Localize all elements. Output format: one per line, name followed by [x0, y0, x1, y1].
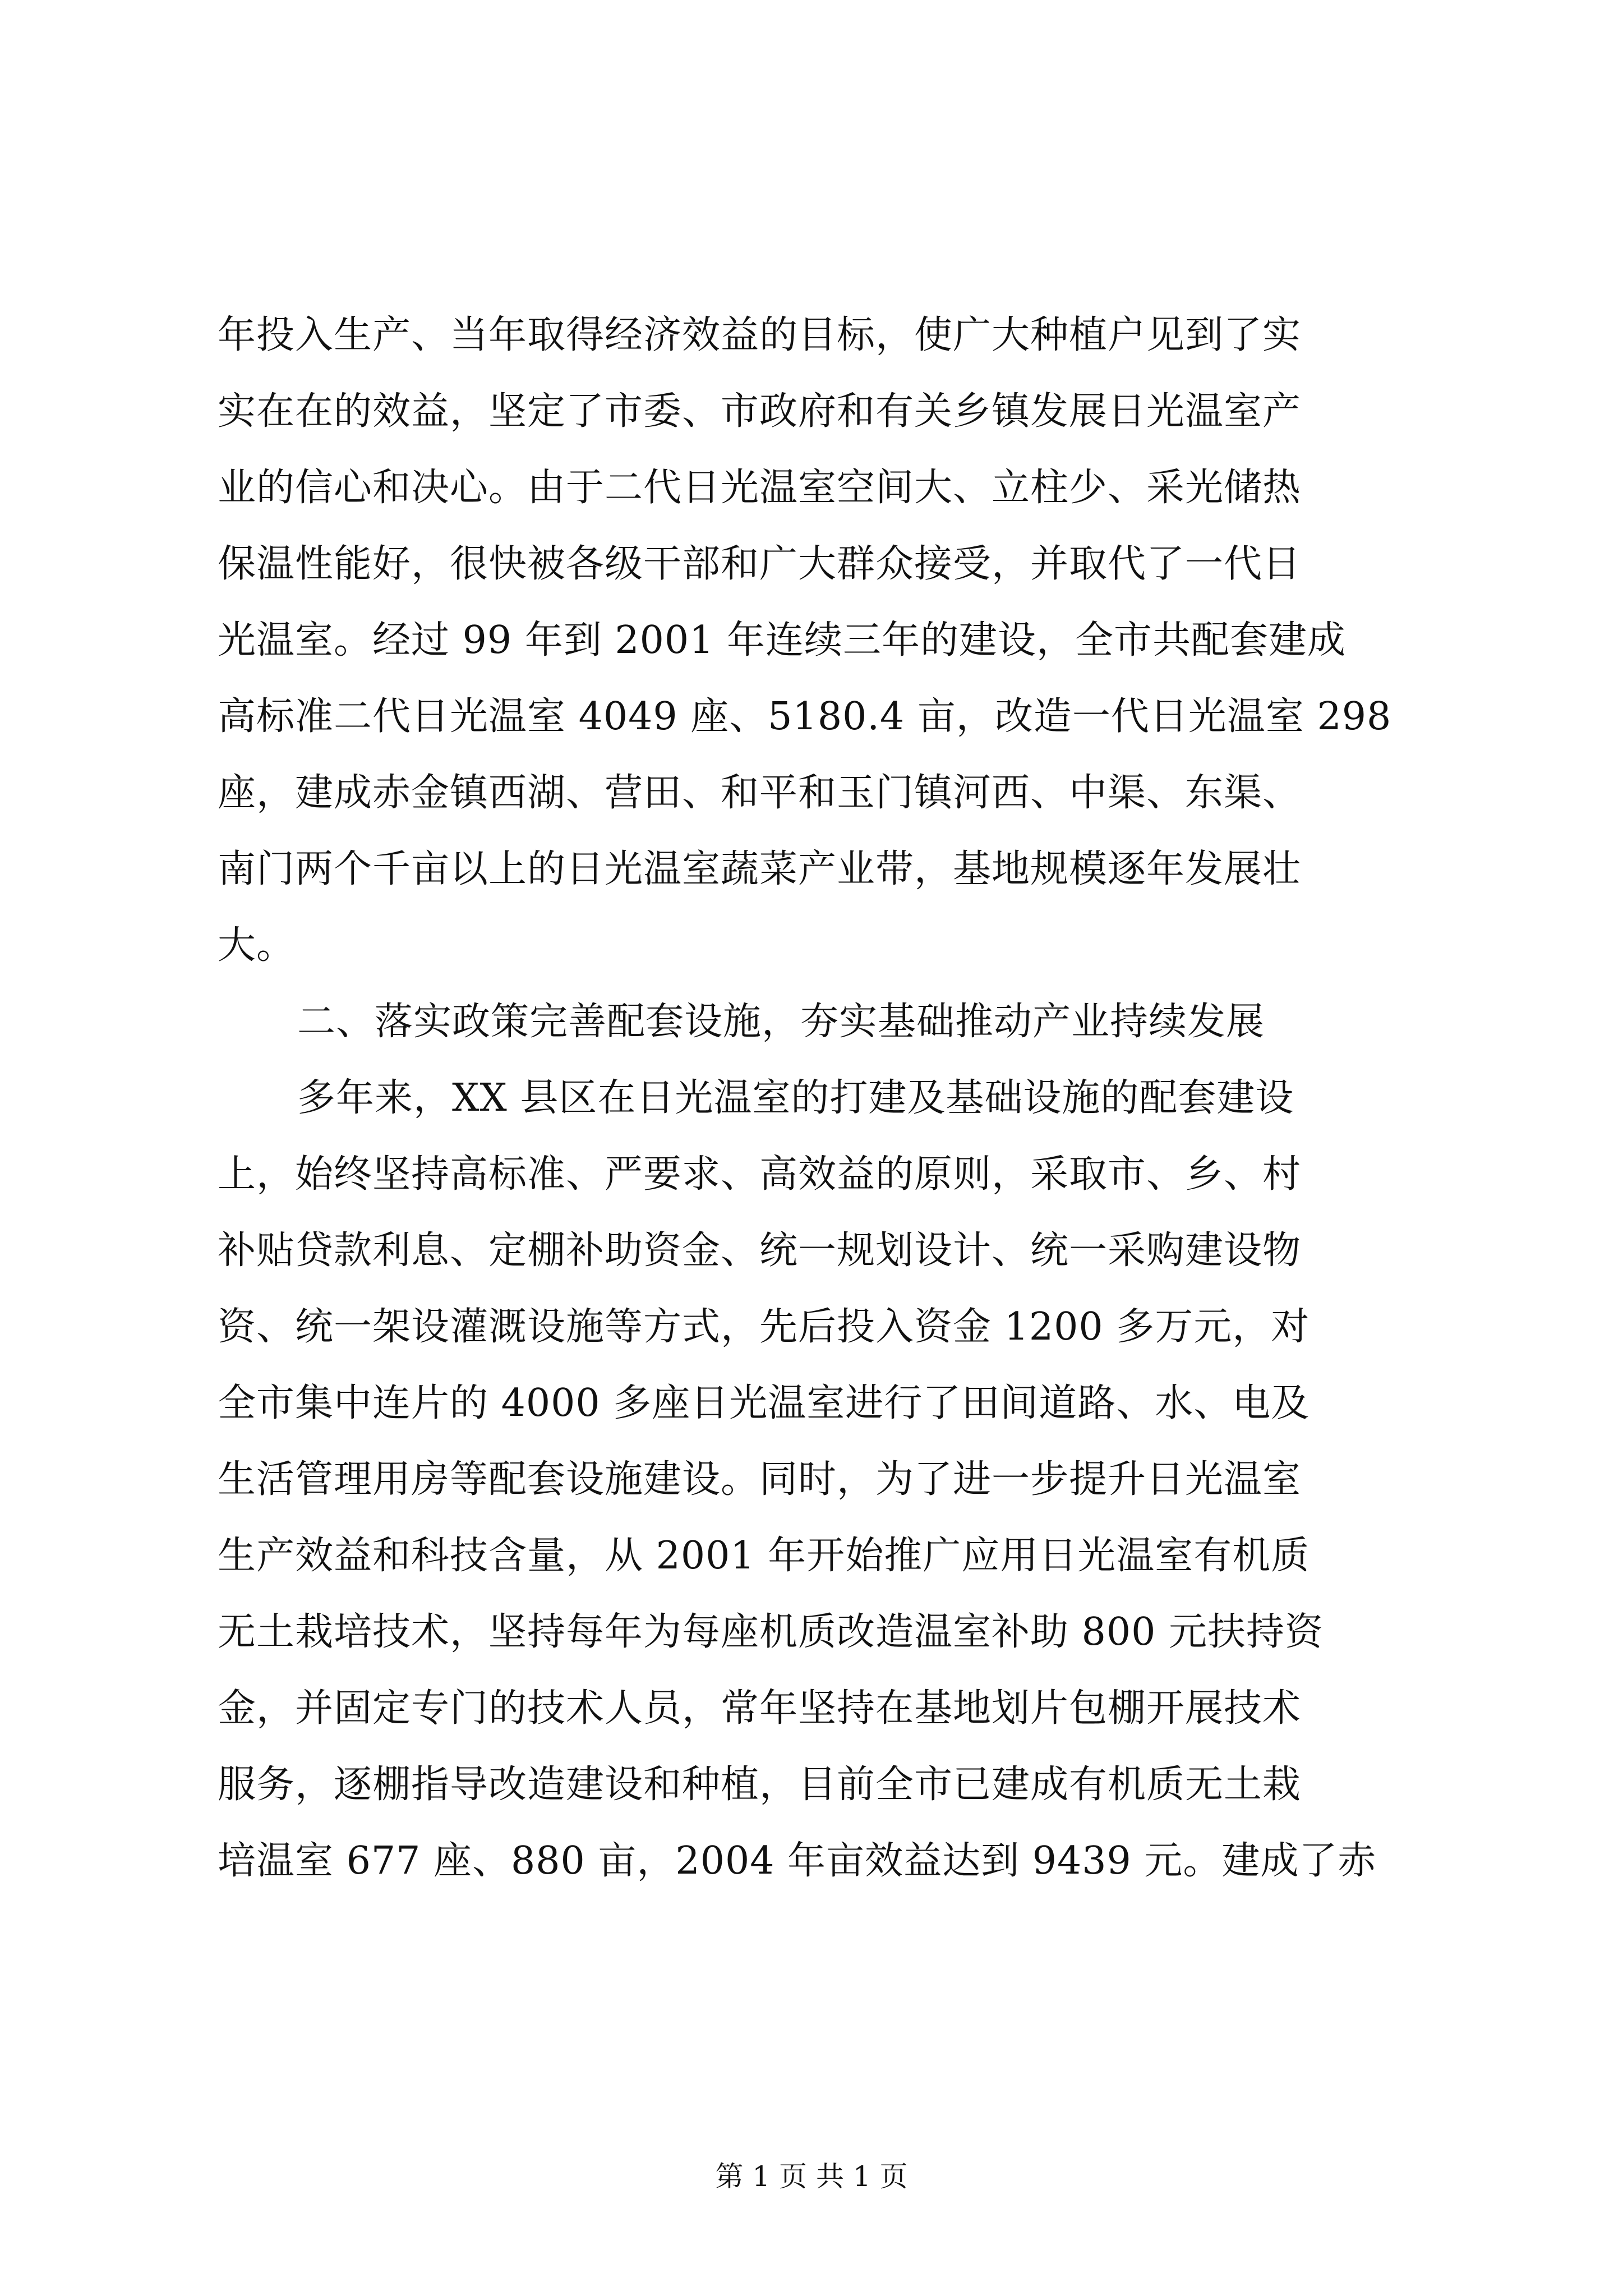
- text-line: 光温室。经过 99 年到 2001 年连续三年的建设，全市共配套建成: [218, 618, 1347, 662]
- text-line: 补贴贷款利息、定棚补助资金、统一规划设计、统一采购建设物: [218, 1228, 1302, 1273]
- text-line: 高标准二代日光温室 4049 座、5180.4 亩，改造一代日光温室 298: [218, 694, 1392, 739]
- text-line: 实在在的效益，坚定了市委、市政府和有关乡镇发展日光温室产: [218, 389, 1302, 434]
- text-line: 大。: [218, 923, 296, 968]
- text-line: 培温室 677 座、880 亩，2004 年亩效益达到 9439 元。建成了赤: [218, 1839, 1377, 1883]
- text-line: 上，始终坚持高标准、严要求、高效益的原则，采取市、乡、村: [218, 1152, 1302, 1197]
- text-line: 全市集中连片的 4000 多座日光温室进行了田间道路、水、电及: [218, 1381, 1310, 1425]
- text-line: 生产效益和科技含量，从 2001 年开始推广应用日光温室有机质: [218, 1534, 1310, 1578]
- text-line: 业的信心和决心。由于二代日光温室空间大、立柱少、采光储热: [218, 466, 1302, 510]
- text-line: 金，并固定专门的技术人员，常年坚持在基地划片包棚开展技术: [218, 1686, 1302, 1731]
- page-number-label: 第 1 页 共 1 页: [715, 2160, 908, 2193]
- page-footer: [0, 2160, 1623, 2193]
- text-line: 资、统一架设灌溉设施等方式，先后投入资金 1200 多万元，对: [218, 1305, 1310, 1349]
- text-line: 座，建成赤金镇西湖、营田、和平和玉门镇河西、中渠、东渠、: [218, 771, 1302, 815]
- text-line: 服务，逐棚指导改造建设和种植，目前全市已建成有机质无土栽: [218, 1763, 1302, 1807]
- text-line: 年投入生产、当年取得经济效益的目标，使广大种植户见到了实: [218, 313, 1302, 357]
- text-line: 生活管理用房等配套设施建设。同时，为了进一步提升日光温室: [218, 1457, 1302, 1502]
- document-body: [218, 297, 1412, 1899]
- text-line: 保温性能好，很快被各级干部和广大群众接受，并取代了一代日: [218, 542, 1302, 586]
- text-line: 南门两个千亩以上的日光温室蔬菜产业带，基地规模逐年发展壮: [218, 847, 1302, 891]
- paragraph-start-line: 多年来，XX 县区在日光温室的打建及基础设施的配套建设: [297, 1076, 1294, 1120]
- text-line: 无土栽培技术，坚持每年为每座机质改造温室补助 800 元扶持资: [218, 1610, 1324, 1654]
- section-heading: 二、落实政策完善配套设施，夯实基础推动产业持续发展: [297, 1000, 1265, 1044]
